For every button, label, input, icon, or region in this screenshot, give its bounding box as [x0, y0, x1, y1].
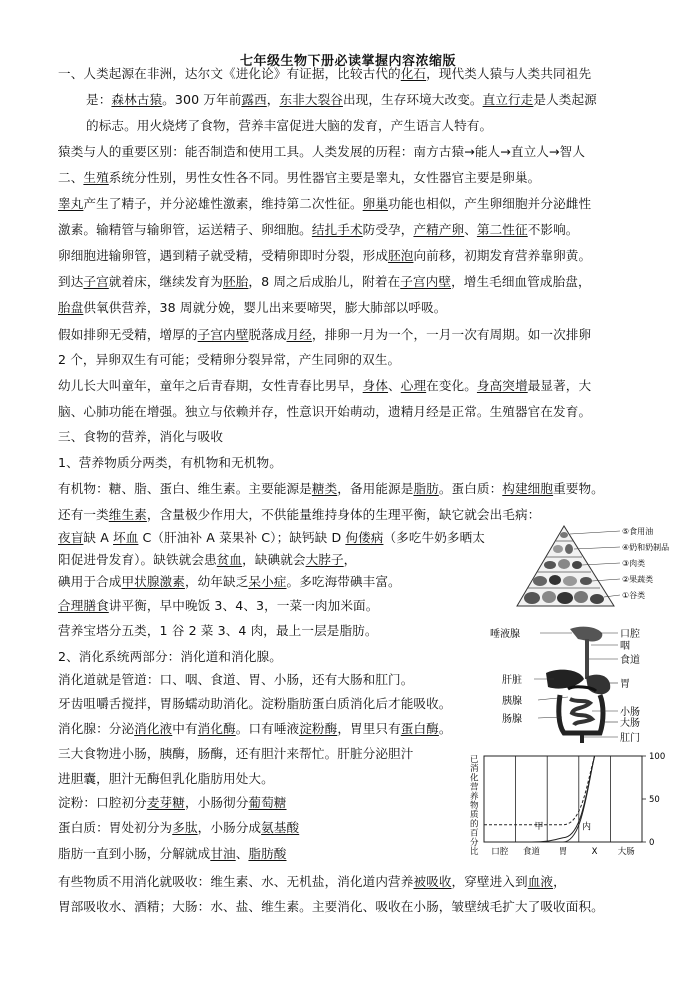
text-segment: ，穿壁进入到	[451, 874, 528, 889]
text-segment: ，排卵一月为一个，一月一次有周期。如一次排卵	[311, 327, 592, 342]
text-line	[58, 378, 591, 394]
key-term: 坏血	[113, 530, 139, 545]
text-segment: 到达	[58, 274, 84, 289]
key-term: 森林古猿	[111, 92, 163, 107]
text-line	[58, 874, 566, 890]
text-segment: ，	[266, 92, 280, 107]
digestion-chart	[462, 748, 692, 860]
label-intestinal-gland: 肠腺	[502, 714, 522, 725]
text-line	[58, 746, 413, 762]
text-line	[58, 248, 591, 264]
text-segment: 中有	[172, 721, 198, 736]
text-line	[58, 455, 282, 471]
text-line	[58, 574, 401, 590]
text-segment: 淀粉：口腔初分	[58, 795, 147, 810]
key-term: 结扎手术	[311, 222, 363, 237]
key-term: 生殖	[83, 170, 109, 185]
series-line	[484, 756, 642, 825]
key-term: 露西	[241, 92, 267, 107]
series-line	[484, 756, 642, 842]
key-term: 蛋白酶	[400, 721, 439, 736]
text-line	[58, 170, 540, 186]
text-segment: ，	[343, 552, 357, 567]
key-term: 胚泡	[388, 248, 414, 263]
text-segment: ，增生毛细血管成胎盘，	[451, 274, 591, 289]
key-term: 夜盲	[58, 530, 84, 545]
key-term: 卵巢	[362, 196, 389, 211]
key-term: 佝偻病	[345, 530, 384, 545]
key-term: 葡萄糖	[248, 795, 287, 810]
key-term: 氨基酸	[261, 820, 300, 835]
label-liver: 肝脏	[502, 675, 522, 686]
text-line	[58, 327, 591, 343]
key-term: 化石	[400, 66, 427, 81]
text-segment: 进胆囊，胆汁无酶但乳化脂肪用处大。	[58, 771, 274, 786]
text-segment: 、	[388, 378, 401, 393]
text-line	[58, 507, 540, 523]
text-line	[58, 846, 287, 862]
text-line	[58, 795, 287, 811]
text-segment: 出现，生存环境大改变。	[342, 92, 483, 107]
text-segment: 脂肪一直到小肠，分解就成	[58, 846, 211, 861]
pyramid-label-oil: ⑤食用油	[622, 527, 654, 536]
y-tick-label: 50	[649, 795, 660, 805]
text-line	[58, 300, 446, 316]
text-segment: （多吃牛奶多晒太	[383, 530, 486, 545]
text-line	[58, 404, 591, 420]
key-term: 直立行走	[482, 92, 534, 107]
text-line	[58, 771, 274, 787]
label-small-intestine: 小肠	[620, 707, 640, 718]
text-segment: ，小肠彻分	[184, 795, 249, 810]
text-segment: 重要物。	[553, 481, 604, 496]
text-line	[58, 530, 485, 546]
text-segment: 营养宝塔分五类，1 谷 2 菜 3、4 肉，最上一层是脂肪。	[58, 623, 378, 638]
text-segment: 假如排卵无受精，增厚的	[58, 327, 198, 342]
text-segment: 产生了精子，并分泌雄性激素，维持第二次性征。	[83, 196, 363, 211]
key-term: 糖类	[311, 481, 338, 496]
x-tick-label: 胃	[558, 847, 568, 857]
text-line	[58, 196, 591, 212]
y-tick-label: 100	[649, 752, 666, 762]
key-term: 子宫内壁	[400, 274, 452, 289]
key-term: 心理	[400, 378, 427, 393]
text-segment: 猿类与人的重要区别：能否制造和使用工具。人类发展的历程：南方古猿→能人→直立人→智人	[58, 144, 586, 159]
text-segment: 讲平衡，早中晚饭 3、4、3，一菜一肉加米面。	[108, 598, 379, 613]
x-tick-label: 大肠	[617, 847, 635, 857]
text-segment: ，幼年缺乏	[184, 574, 249, 589]
text-line	[58, 222, 578, 238]
text-segment: 是人类起源	[533, 92, 597, 107]
text-segment: 有些物质不用消化就吸收：维生素、水、无机盐，消化道内营养	[58, 874, 414, 889]
text-segment: 、	[235, 846, 249, 861]
text-line	[86, 118, 492, 134]
text-segment: 有机物：糖、脂、蛋白、维生素。主要能源是	[58, 481, 312, 496]
text-segment: 卵细胞进输卵管，遇到精子就受精，受精卵即时分裂，形成	[58, 248, 389, 263]
text-segment: 系统分性别，男性女性各不同。男性器官主要是睾丸，女性器官主要是卵巢。	[108, 170, 541, 185]
text-segment: 阳促进骨发育）。缺铁就会患	[58, 552, 217, 567]
text-segment: 脱落成	[248, 327, 287, 342]
text-segment: 。多吃海带碘丰富。	[286, 574, 401, 589]
key-term: 子宫内壁	[197, 327, 249, 342]
text-line	[58, 274, 591, 290]
key-term: 合理膳食	[58, 598, 109, 613]
key-term: 淀粉酶	[299, 721, 338, 736]
text-segment: 功能也相似，产生卵细胞并分泌雌性	[388, 196, 592, 211]
key-term: 构建细胞	[502, 481, 554, 496]
text-segment: 消化道就是管道：口、咽、食道、胃、小肠，还有大肠和肛门。	[58, 672, 414, 687]
text-segment: 2 个，异卵双生有可能；受精卵分裂异常，产生同卵的双生。	[58, 352, 401, 367]
key-term: 呆小症	[248, 574, 287, 589]
text-segment: 激素。输精管与输卵管，运送精子、卵细胞。	[58, 222, 312, 237]
text-segment: C（肝油补 A 菜果补 C）；缺钙缺 D	[138, 530, 346, 545]
label-anus: 肛门	[620, 733, 640, 744]
text-segment: 是：	[86, 92, 112, 107]
x-tick-label: 口腔	[491, 847, 509, 857]
text-segment: 就着床，继续发育为	[108, 274, 224, 289]
text-line	[58, 66, 591, 82]
text-segment: 一、人类起源在非洲，达尔文《进化论》有证据，比较古代的	[58, 66, 401, 81]
text-line	[58, 623, 378, 639]
key-term: 第二性征	[476, 222, 528, 237]
plot-frame	[484, 756, 642, 842]
text-segment: 三、食物的营养，消化与吸收	[58, 429, 224, 444]
text-line	[58, 672, 413, 688]
text-segment: 。	[438, 721, 452, 736]
text-segment: 供氧供营养，38 周就分娩，婴儿出来要啼哭，膨大肺部以呼吸。	[83, 300, 447, 315]
text-segment: ，8 周之后成胎儿，附着在	[248, 274, 401, 289]
text-segment: 。口有唾液	[235, 721, 300, 736]
text-segment: ，小肠分成	[197, 820, 262, 835]
x-tick-label: X	[591, 847, 598, 857]
text-segment: 碘用于合成	[58, 574, 122, 589]
label-pharynx: 咽	[620, 641, 630, 652]
key-term: 月经	[286, 327, 312, 342]
key-term: 多肽	[172, 820, 198, 835]
text-segment: 二、	[58, 170, 84, 185]
text-segment: 还有一类	[58, 507, 109, 522]
digestive-system-figure	[488, 625, 688, 745]
text-line	[58, 649, 282, 665]
key-term: 血液	[527, 874, 554, 889]
key-term: 甘油	[210, 846, 236, 861]
text-line	[58, 481, 604, 497]
text-line	[58, 820, 299, 836]
pyramid-label-meat: ③肉类	[622, 559, 646, 568]
text-line	[58, 144, 585, 160]
food-pyramid-figure	[512, 523, 692, 611]
key-term: 维生素	[108, 507, 147, 522]
label-mouth: 口腔	[620, 629, 640, 640]
text-segment: 不影响。	[527, 222, 579, 237]
text-segment: ，	[553, 874, 566, 889]
y-axis-label: 已消化营养物质的百分比	[470, 755, 479, 857]
text-segment: 蛋白质：胃处初分为	[58, 820, 173, 835]
label-stomach: 胃	[620, 679, 630, 690]
key-term: 身体	[362, 378, 389, 393]
text-segment: 幼儿长大叫童年，童年之后青春期，女性青春比男早，	[58, 378, 363, 393]
key-term: 消化酶	[197, 721, 236, 736]
key-term: 胚胎	[223, 274, 249, 289]
text-segment: 向前移，初期发育营养靠卵黄。	[413, 248, 592, 263]
key-term: 身高突增	[476, 378, 528, 393]
text-segment: 在变化。	[426, 378, 477, 393]
text-line	[58, 899, 604, 915]
key-term: 脂肪	[413, 481, 439, 496]
text-segment: 2、消化系统两部分：消化道和消化腺。	[58, 649, 282, 664]
text-segment: 。300 万年前	[162, 92, 242, 107]
text-line	[58, 552, 356, 568]
text-segment: 、	[464, 222, 477, 237]
text-segment: 消化腺：分泌	[58, 721, 135, 736]
key-term: 子宫	[83, 274, 109, 289]
text-line	[58, 598, 378, 614]
text-segment: 牙齿咀嚼舌搅拌，胃肠蠕动助消化。淀粉脂肪蛋白质消化后才能吸收。	[58, 696, 452, 711]
text-segment: 防受孕，	[362, 222, 414, 237]
pyramid-label-dairy: ④奶和奶制品	[622, 543, 670, 552]
digestive-organ-drawing	[546, 627, 610, 743]
text-segment: 。蛋白质：	[438, 481, 503, 496]
page-title: 七年级生物下册必读掌握内容浓缩版	[239, 54, 456, 69]
text-segment: ，现代类人猿与人类共同祖先	[426, 66, 592, 81]
text-segment: 最显著，大	[527, 378, 592, 393]
label-pancreas: 胰腺	[502, 696, 522, 707]
text-line	[86, 92, 597, 108]
text-segment: ，缺碘就会	[242, 552, 306, 567]
text-segment: 的标志。用火烧烤了食物，营养丰富促进大脑的发育，产生语言人特有。	[86, 118, 493, 133]
text-line	[58, 721, 452, 737]
series-label: 内	[581, 822, 591, 833]
key-term: 甲状腺激素	[121, 574, 185, 589]
key-term: 消化液	[134, 721, 173, 736]
key-term: 贫血	[216, 552, 243, 567]
text-segment: 三大食物进小肠，胰酶，肠酶，还有胆汁来帮忙。肝脏分泌胆汁	[58, 746, 414, 761]
label-salivary-gland: 唾液腺	[490, 629, 520, 640]
text-segment: 脑、心肺功能在增强。独立与依赖并存，性意识开始萌动，遗精月经是正常。生殖器官在发育。	[58, 404, 592, 419]
text-line	[58, 429, 223, 445]
text-segment: ，胃里只有	[337, 721, 401, 736]
key-term: 大脖子	[305, 552, 344, 567]
text-line	[58, 696, 452, 712]
key-term: 脂肪酸	[248, 846, 287, 861]
text-line	[58, 352, 400, 368]
text-segment: 胃部吸收水、酒精；大肠：水、盐、维生素。主要消化、吸收在小肠，皱壁绒毛扩大了吸收面积。	[58, 899, 604, 914]
key-term: 麦芽糖	[146, 795, 185, 810]
text-segment: 1、营养物质分两类，有机物和无机物。	[58, 455, 282, 470]
series-label: 甲	[534, 822, 544, 833]
text-segment: 缺 A	[83, 530, 114, 545]
pyramid-label-grain: ①谷类	[622, 591, 646, 600]
text-segment: ，含量极少作用大，不供能量维持身体的生理平衡，缺它就会出毛病：	[146, 507, 541, 522]
key-term: 睾丸	[58, 196, 84, 211]
pyramid-label-fruit-veg: ②果蔬类	[622, 575, 654, 584]
key-term: 胎盘	[58, 300, 84, 315]
label-large-intestine: 大肠	[620, 718, 640, 729]
key-term: 东非大裂谷	[279, 92, 343, 107]
y-tick-label: 0	[649, 838, 655, 848]
series-line	[484, 756, 642, 842]
label-esophagus: 食道	[620, 655, 640, 666]
key-term: 产精产卵	[413, 222, 465, 237]
text-segment: ，备用能源是	[337, 481, 414, 496]
key-term: 被吸收	[413, 874, 452, 889]
x-tick-label: 食道	[522, 847, 540, 857]
